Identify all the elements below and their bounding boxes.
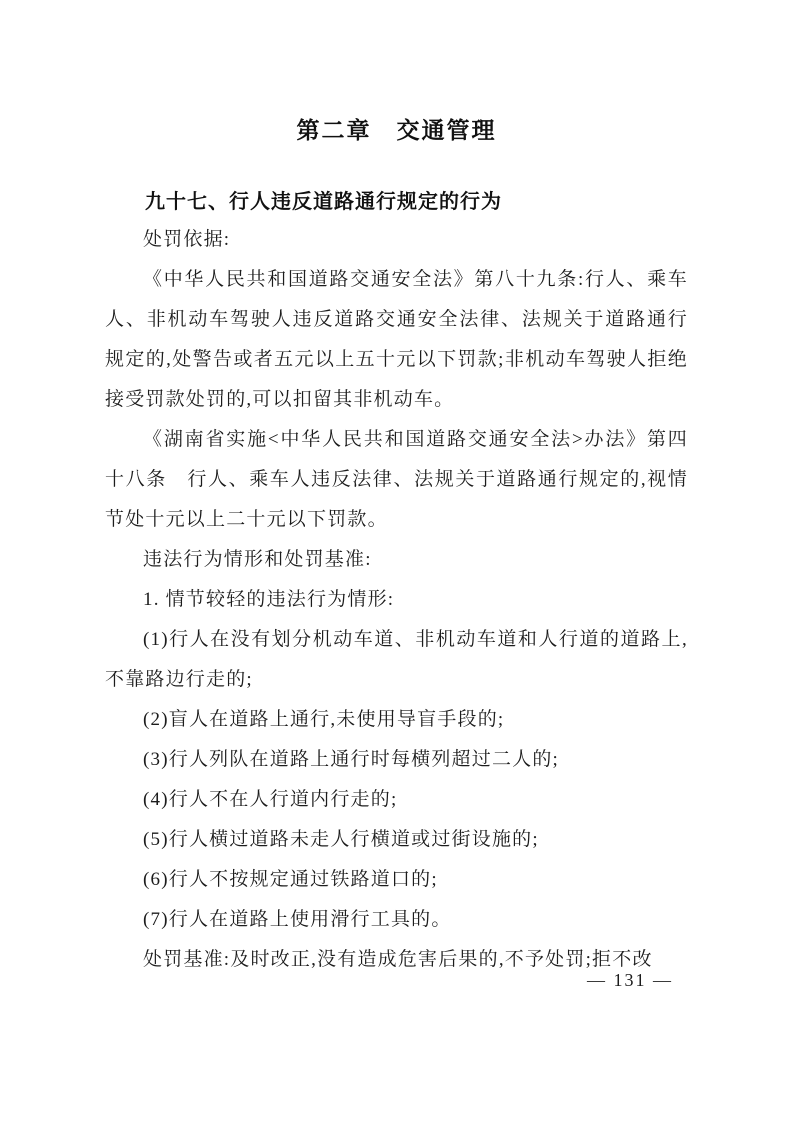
body-paragraph: (6)行人不按规定通过铁路道口的;	[143, 869, 438, 890]
body-paragraph: 《中华人民共和国道路交通安全法》第八十九条:行人、乘车人、非机动车驾驶人违反道路交通安全法律、法规关于道路通行规定的,处警告或者五元以上五十元以下罚款;非机动车驾驶人拒绝接受罚款处罚的,可以扣留其非机动车。	[105, 269, 688, 410]
body-paragraph: 1. 情节较轻的违法行为情形:	[143, 589, 395, 610]
chapter-title: 第二章 交通管理	[296, 117, 497, 143]
body-paragraph: 处罚基准:及时改正,没有造成危害后果的,不予处罚;拒不改	[143, 949, 653, 970]
body-paragraph: (5)行人横过道路未走人行横道或过街设施的;	[143, 829, 539, 850]
page-number: — 131 —	[587, 970, 673, 990]
body-paragraph: (4)行人不在人行道内行走的;	[143, 789, 398, 810]
body-paragraph: 处罚依据:	[143, 229, 231, 250]
body-paragraph: (3)行人列队在道路上通行时每横列超过二人的;	[143, 749, 560, 770]
section-heading: 九十七、行人违反道路通行规定的行为	[145, 191, 502, 213]
body-paragraph: (1)行人在没有划分机动车道、非机动车道和人行道的道路上,不靠路边行走的;	[105, 629, 688, 690]
body-paragraph: (2)盲人在道路上通行,未使用导盲手段的;	[143, 709, 505, 730]
body-paragraph: 《湖南省实施<中华人民共和国道路交通安全法>办法》第四十八条 行人、乘车人违反法律、法规关于道路通行规定的,视情节处十元以上二十元以下罚款。	[105, 429, 688, 530]
body-paragraph: (7)行人在道路上使用滑行工具的。	[143, 909, 452, 930]
body-paragraph: 违法行为情形和处罚基准:	[143, 549, 372, 570]
body-paragraphs	[105, 220, 688, 980]
